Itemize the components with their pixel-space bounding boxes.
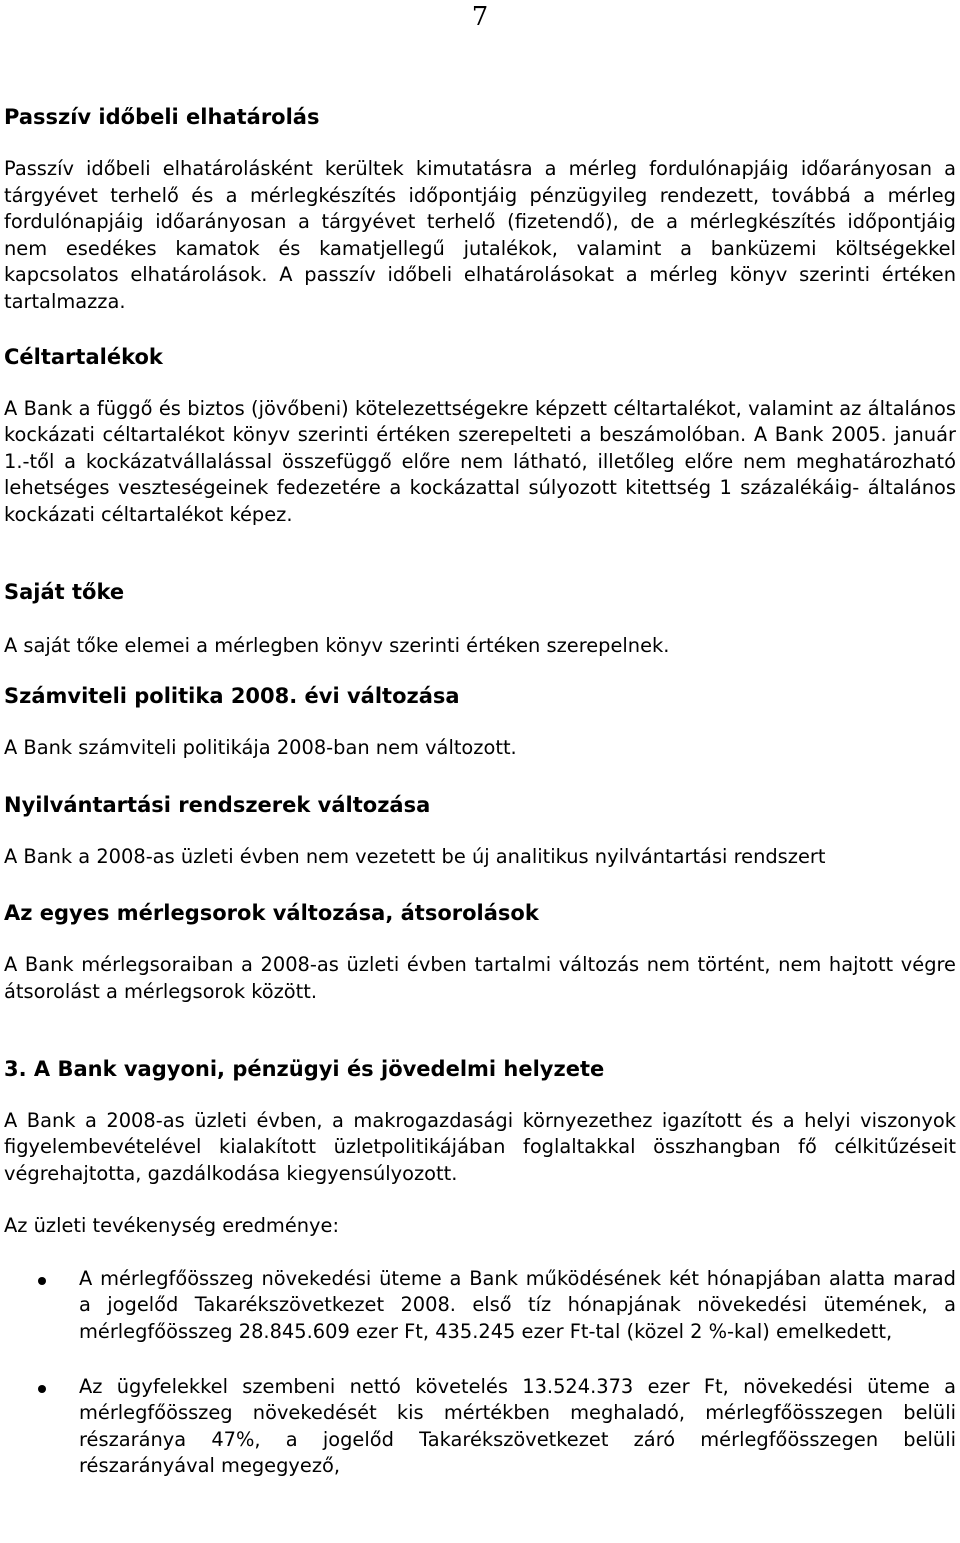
section-heading-passziv: Passzív időbeli elhatárolás [4,105,320,129]
section-heading-merlegsorok: Az egyes mérlegsorok változása, átsorolások [4,901,539,926]
list-item-text: A mérlegfőösszeg növekedési üteme a Bank működésének két hónapjában alatta marad a jogelőd Takarékszövetkezet 2008. első tíz hónapjának növekedési ütemének, a mérlegfőösszeg 28.845.609 ezer Ft, 435.245 ezer Ft-tal (közel 2 %-kal) emelkedett, [79,1266,956,1344]
section-heading-vagyoni: 3. A Bank vagyoni, pénzügyi és jövedelmi helyzete [4,1056,605,1081]
bullet-icon [38,1385,46,1393]
paragraph-vagyoni: A Bank a 2008-as üzleti évben, a makrogazdasági környezethez igazított és a helyi viszonyok figyelembevételével kialakított üzletpolitikájában foglaltakkal összhangban fő célkitűzéseit végrehajtotta, gazdálkodása kiegyensúlyozott. [4,1108,956,1185]
paragraph-sajat-toke: A saját tőke elemei a mérlegben könyv szerinti értéken szerepelnek. [4,633,670,657]
section-heading-celtartalekok: Céltartalékok [4,344,163,369]
list-item [4,1374,956,1480]
list-item [4,1266,956,1346]
paragraph-merlegsorok: A Bank mérlegsoraiban a 2008-as üzleti évben tartalmi változás nem történt, nem hajtott végre átsorolást a mérlegsorok között. [4,953,956,1003]
paragraph-szamviteli: A Bank számviteli politikája 2008-ban nem változott. [4,736,517,760]
bullet-icon [38,1277,46,1285]
paragraph-celtartalekok: A Bank a függő és biztos (jövőbeni) kötelezettségekre képzett céltartalékot, valamint az általános kockázati céltartalékot könyv szerinti értéken szerepelteti a beszámolóban. A Bank 2005. január 1.-től a kockázatvállalással összefüggő előre nem látható, illetőleg előre nem meghatározható lehetséges veszteségeinek fedezetére a kockázattal súlyozott kitettség 1 százalékáig- általános kockázati céltartalékot képez. [4,396,956,526]
page-content [4,100,956,1480]
list-item-text: Az ügyfelekkel szembeni nettó követelés 13.524.373 ezer Ft, növekedési üteme a mérlegfőösszeg növekedését kis mértékben meghaladó, mérlegfőösszegen belüli részaránya 47%, a jogelőd Takarékszövetkezet záró mérlegfőösszegen belüli részarányával megegyező, [79,1374,956,1478]
subheading-uzleti-eredmeny: Az üzleti tevékenység eredménye: [4,1214,339,1238]
results-bullet-list [4,1266,956,1480]
section-heading-szamviteli: Számviteli politika 2008. évi változása [4,684,460,709]
paragraph-nyilvantartasi: A Bank a 2008-as üzleti évben nem vezetett be új analitikus nyilvántartási rendszert [4,844,826,868]
paragraph-passziv: Passzív időbeli elhatárolásként kerültek kimutatásra a mérleg fordulónapjáig időarányosan a tárgyévet terhelő és a mérlegkészítés időpontjáig pénzügyileg rendezett, továbbá a mérleg fordulónapjáig időarányosan a tárgyévet terhelő (fizetendő), de a mérlegkészítés időpontjáig nem esedékes kamatok és kamatjellegű jutalékok, valamint a banküzemi költségekkel kapcsolatos elhatárolások. A passzív időbeli elhatárolásokat a mérleg könyv szerinti értéken tartalmazza. [4,157,956,313]
section-heading-sajat-toke: Saját tőke [4,579,125,604]
section-heading-nyilvantartasi: Nyilvántartási rendszerek változása [4,792,431,817]
page-number: 7 [471,2,489,32]
